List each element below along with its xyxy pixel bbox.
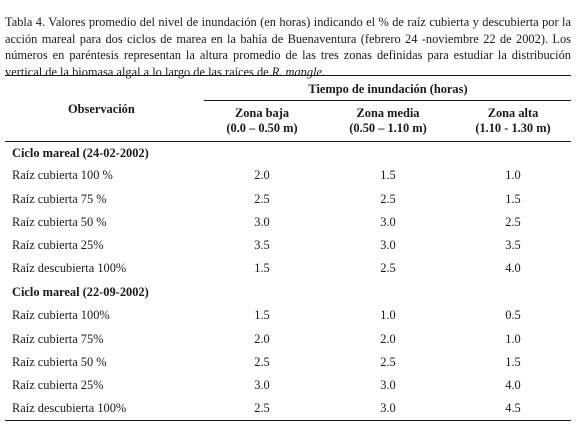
cell-value: 1.5 — [505, 355, 521, 369]
zone-2-name: Zona media — [356, 106, 420, 120]
row-label: Raíz cubierta 75 % — [12, 192, 107, 206]
cell-value: 1.5 — [254, 308, 270, 322]
cell-value: 2.5 — [380, 192, 396, 206]
cell-value: 3.5 — [505, 238, 521, 252]
cell-value: 3.0 — [254, 378, 270, 392]
cell-value: 3.0 — [380, 401, 396, 415]
zone-3-range: (1.10 - 1.30 m) — [475, 121, 551, 135]
row-label: Raíz cubierta 75% — [12, 332, 104, 346]
row-label: Raíz cubierta 50 % — [12, 355, 107, 369]
cell-value: 1.5 — [380, 168, 396, 182]
section-title: Ciclo mareal (24-02-2002) — [12, 146, 149, 160]
caption-end: . — [322, 64, 326, 79]
table-caption — [5, 14, 571, 80]
row-label: Raíz descubierta 100% — [12, 401, 127, 415]
zone-1-range: (0.0 – 0.50 m) — [226, 121, 298, 135]
cell-value: 3.5 — [254, 238, 270, 252]
cell-value: 2.5 — [505, 215, 521, 229]
row-label: Raíz descubierta 100% — [12, 261, 127, 275]
cell-value: 2.0 — [254, 168, 270, 182]
zone-2-range: (0.50 – 1.10 m) — [349, 121, 427, 135]
caption-text: Tabla 4. Valores promedio del nivel de inundación (en horas) indicando el % de raíz cubierta y descubierta por la acción mareal para dos ciclos de marea en la bahía de Buenaventura (febrero 24 -noviembre 22 de 2002). Los números en paréntesis representan la altura promedio de las tres zonas definidas para estudiar la distribución vertical de la biomasa algal a lo largo de las raíces de — [5, 15, 571, 79]
group-header-rule — [204, 100, 571, 101]
group-header: Tiempo de inundación (horas) — [308, 82, 468, 96]
cell-value: 1.5 — [505, 192, 521, 206]
cell-value: 1.0 — [380, 308, 396, 322]
cell-value: 2.5 — [254, 401, 270, 415]
cell-value: 4.5 — [505, 401, 521, 415]
table-bottom-rule — [5, 420, 571, 421]
row-label: Raíz cubierta 100 % — [12, 168, 113, 182]
table-top-rule — [5, 75, 571, 76]
cell-value: 3.0 — [254, 215, 270, 229]
cell-value: 2.5 — [254, 355, 270, 369]
row-label: Raíz cubierta 25% — [12, 378, 104, 392]
cell-value: 4.0 — [505, 261, 521, 275]
row-label: Raíz cubierta 25% — [12, 238, 104, 252]
row-header: Observación — [68, 102, 135, 116]
zone-3-name: Zona alta — [487, 106, 539, 120]
row-label: Raíz cubierta 100% — [12, 308, 110, 322]
header-bottom-rule — [5, 141, 571, 142]
cell-value: 2.0 — [380, 332, 396, 346]
cell-value: 1.0 — [505, 332, 521, 346]
cell-value: 4.0 — [505, 378, 521, 392]
cell-value: 0.5 — [505, 308, 521, 322]
cell-value: 2.0 — [254, 332, 270, 346]
row-label: Raíz cubierta 50 % — [12, 215, 107, 229]
cell-value: 2.5 — [380, 355, 396, 369]
cell-value: 2.5 — [380, 261, 396, 275]
cell-value: 3.0 — [380, 378, 396, 392]
cell-value: 1.5 — [254, 261, 270, 275]
caption-species: R. mangle — [271, 64, 323, 79]
section-title: Ciclo mareal (22-09-2002) — [12, 285, 149, 299]
zone-1-name: Zona baja — [234, 106, 290, 120]
cell-value: 2.5 — [254, 192, 270, 206]
cell-value: 3.0 — [380, 215, 396, 229]
cell-value: 1.0 — [505, 168, 521, 182]
cell-value: 3.0 — [380, 238, 396, 252]
